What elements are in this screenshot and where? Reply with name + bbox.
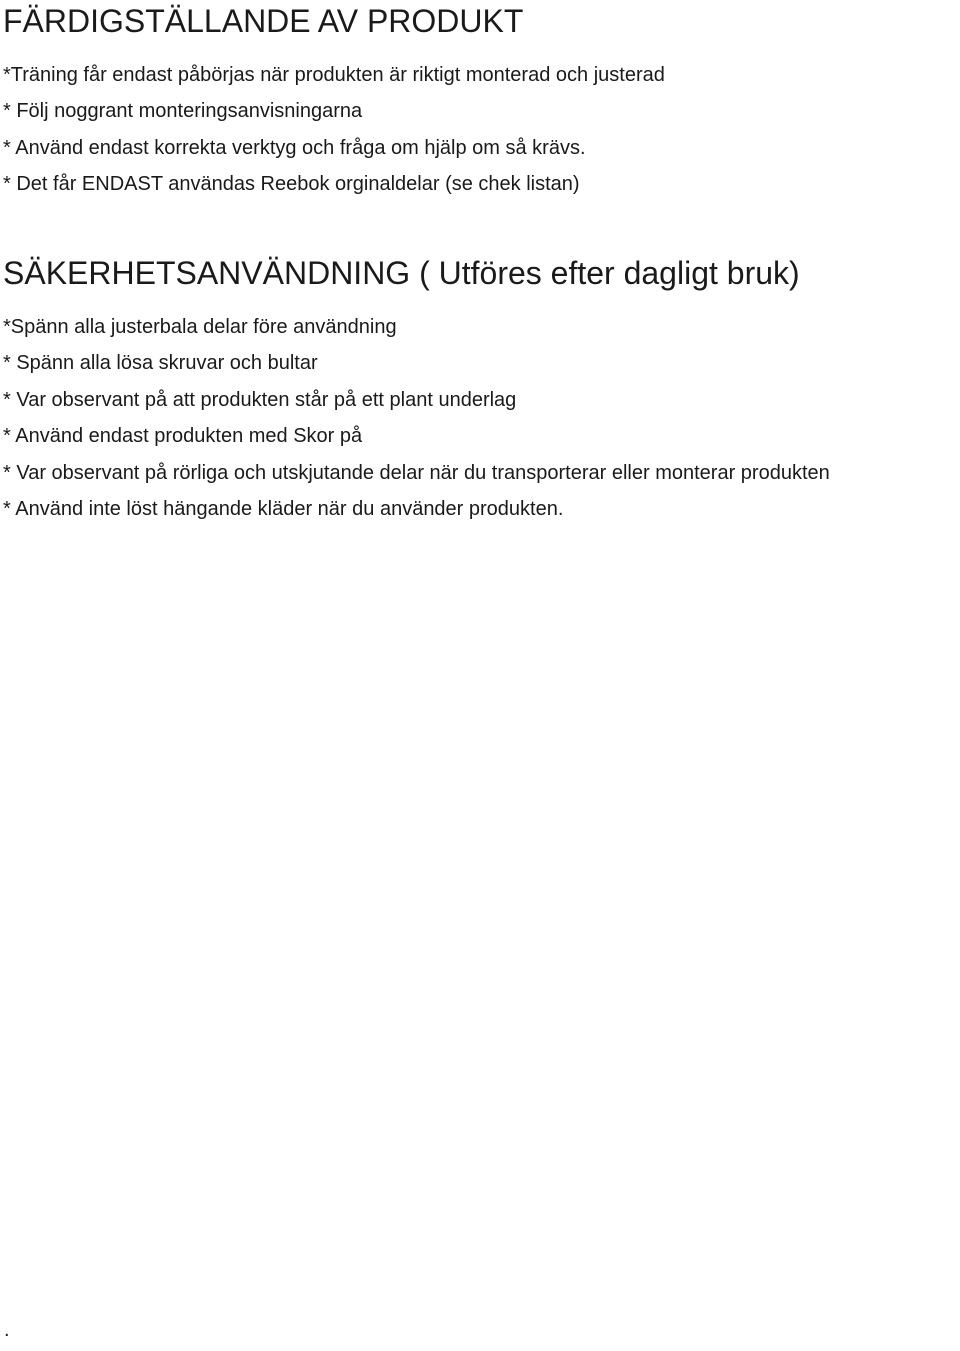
list-item: *Träning får endast påbörjas när produkten är riktigt monterad och justerad — [3, 64, 665, 86]
section-heading-assembly: FÄRDIGSTÄLLANDE AV PRODUKT — [3, 3, 524, 39]
list-item: * Var observant på att produkten står på ett plant underlag — [3, 388, 517, 411]
list-item: * Använd inte löst hängande kläder när du använder produkten. — [3, 498, 564, 521]
safety-instructions-list — [3, 309, 830, 527]
list-item: *Spänn alla justerbala delar före användning — [3, 316, 397, 338]
list-item: * Följ noggrant monteringsanvisningarna — [3, 100, 363, 123]
list-item: * Använd endast korrekta verktyg och fråga om hjälp om så krävs. — [3, 136, 586, 159]
page-end-mark: . — [4, 1319, 10, 1341]
list-item: * Det får ENDAST användas Reebok orginaldelar (se chek listan) — [3, 173, 580, 196]
list-item: * Spänn alla lösa skruvar och bultar — [3, 352, 318, 375]
list-item: * Var observant på rörliga och utskjutande delar när du transporterar eller monterar produkten — [3, 461, 830, 484]
assembly-instructions-list — [3, 57, 665, 203]
list-item: * Använd endast produkten med Skor på — [3, 425, 363, 448]
section-heading-safety: SÄKERHETSANVÄNDNING ( Utföres efter dagligt bruk) — [3, 255, 800, 291]
